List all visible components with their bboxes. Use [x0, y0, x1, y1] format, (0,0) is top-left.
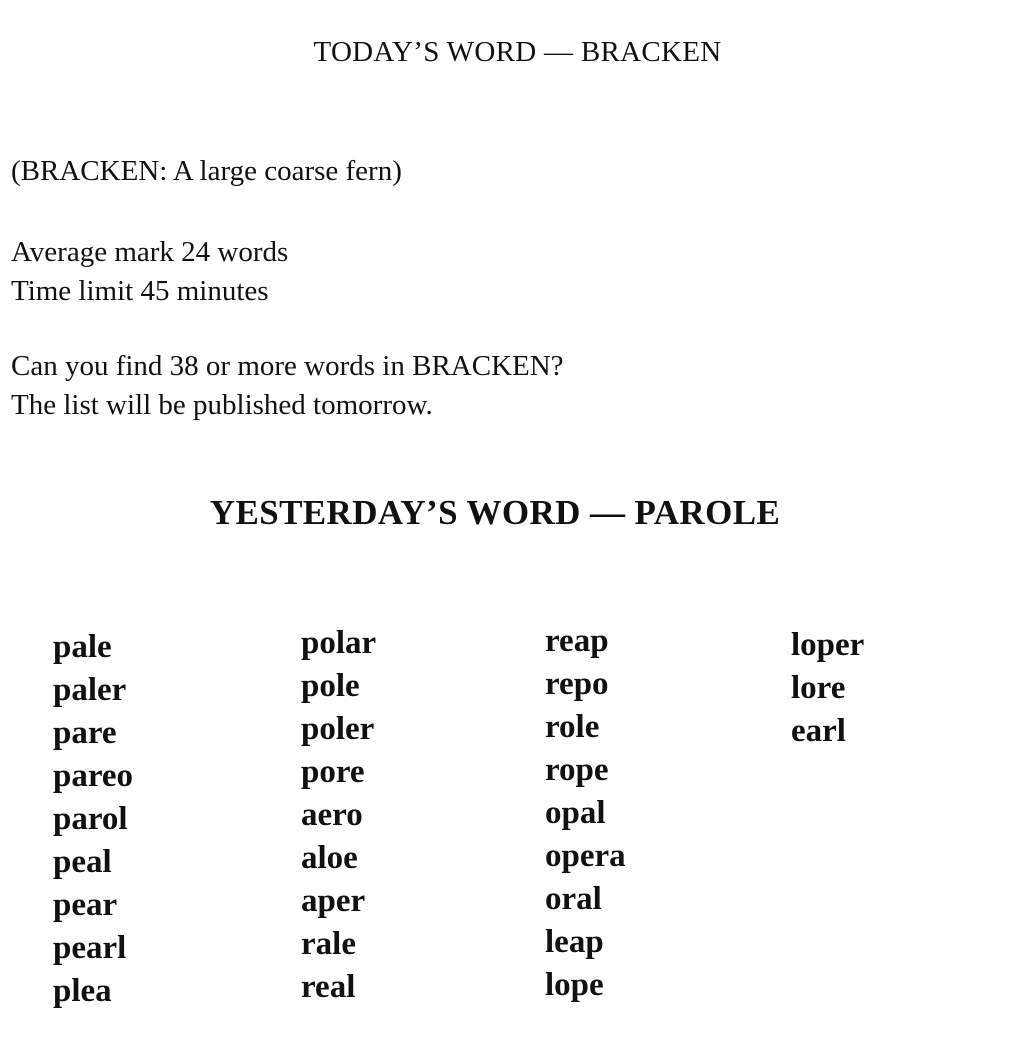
list-item: opal — [545, 795, 606, 831]
publish-note: The list will be published tomorrow. — [11, 389, 433, 421]
list-item: lope — [545, 967, 604, 1003]
list-item: aloe — [301, 840, 358, 876]
list-item: pole — [301, 668, 360, 704]
list-item: pear — [53, 887, 118, 923]
list-item: pearl — [53, 930, 127, 966]
list-item: pareo — [53, 758, 134, 794]
list-item: oral — [545, 881, 602, 917]
list-item: leap — [545, 924, 604, 960]
list-item: reap — [545, 623, 609, 659]
word-list-column-1 — [53, 626, 133, 1013]
list-item: rope — [545, 752, 609, 788]
list-item: opera — [545, 838, 626, 874]
list-item: rale — [301, 926, 356, 962]
list-item: aero — [301, 797, 363, 833]
word-list-column-4 — [791, 624, 864, 753]
list-item: role — [545, 709, 600, 745]
list-item: pale — [53, 629, 112, 665]
list-item: lore — [791, 670, 846, 706]
list-item: paler — [53, 672, 127, 708]
list-item: plea — [53, 973, 112, 1009]
list-item: poler — [301, 711, 375, 747]
list-item: aper — [301, 883, 366, 919]
word-list-column-2 — [301, 622, 376, 1009]
challenge-question: Can you find 38 or more words in BRACKEN? — [11, 350, 564, 382]
list-item: parol — [53, 801, 128, 837]
word-definition: (BRACKEN: A large coarse fern) — [11, 155, 402, 187]
list-item: earl — [791, 713, 846, 749]
list-item: peal — [53, 844, 112, 880]
list-item: polar — [301, 625, 377, 661]
todays-word-heading: TODAY’S WORD — BRACKEN — [313, 36, 722, 68]
list-item: pore — [301, 754, 365, 790]
list-item: real — [301, 969, 356, 1005]
list-item: loper — [791, 627, 865, 663]
list-item: repo — [545, 666, 609, 702]
list-item: pare — [53, 715, 117, 751]
time-limit: Time limit 45 minutes — [11, 275, 269, 307]
average-mark: Average mark 24 words — [11, 236, 289, 268]
yesterdays-word-heading: YESTERDAY’S WORD — PAROLE — [209, 493, 781, 532]
word-list-column-3 — [545, 620, 626, 1007]
